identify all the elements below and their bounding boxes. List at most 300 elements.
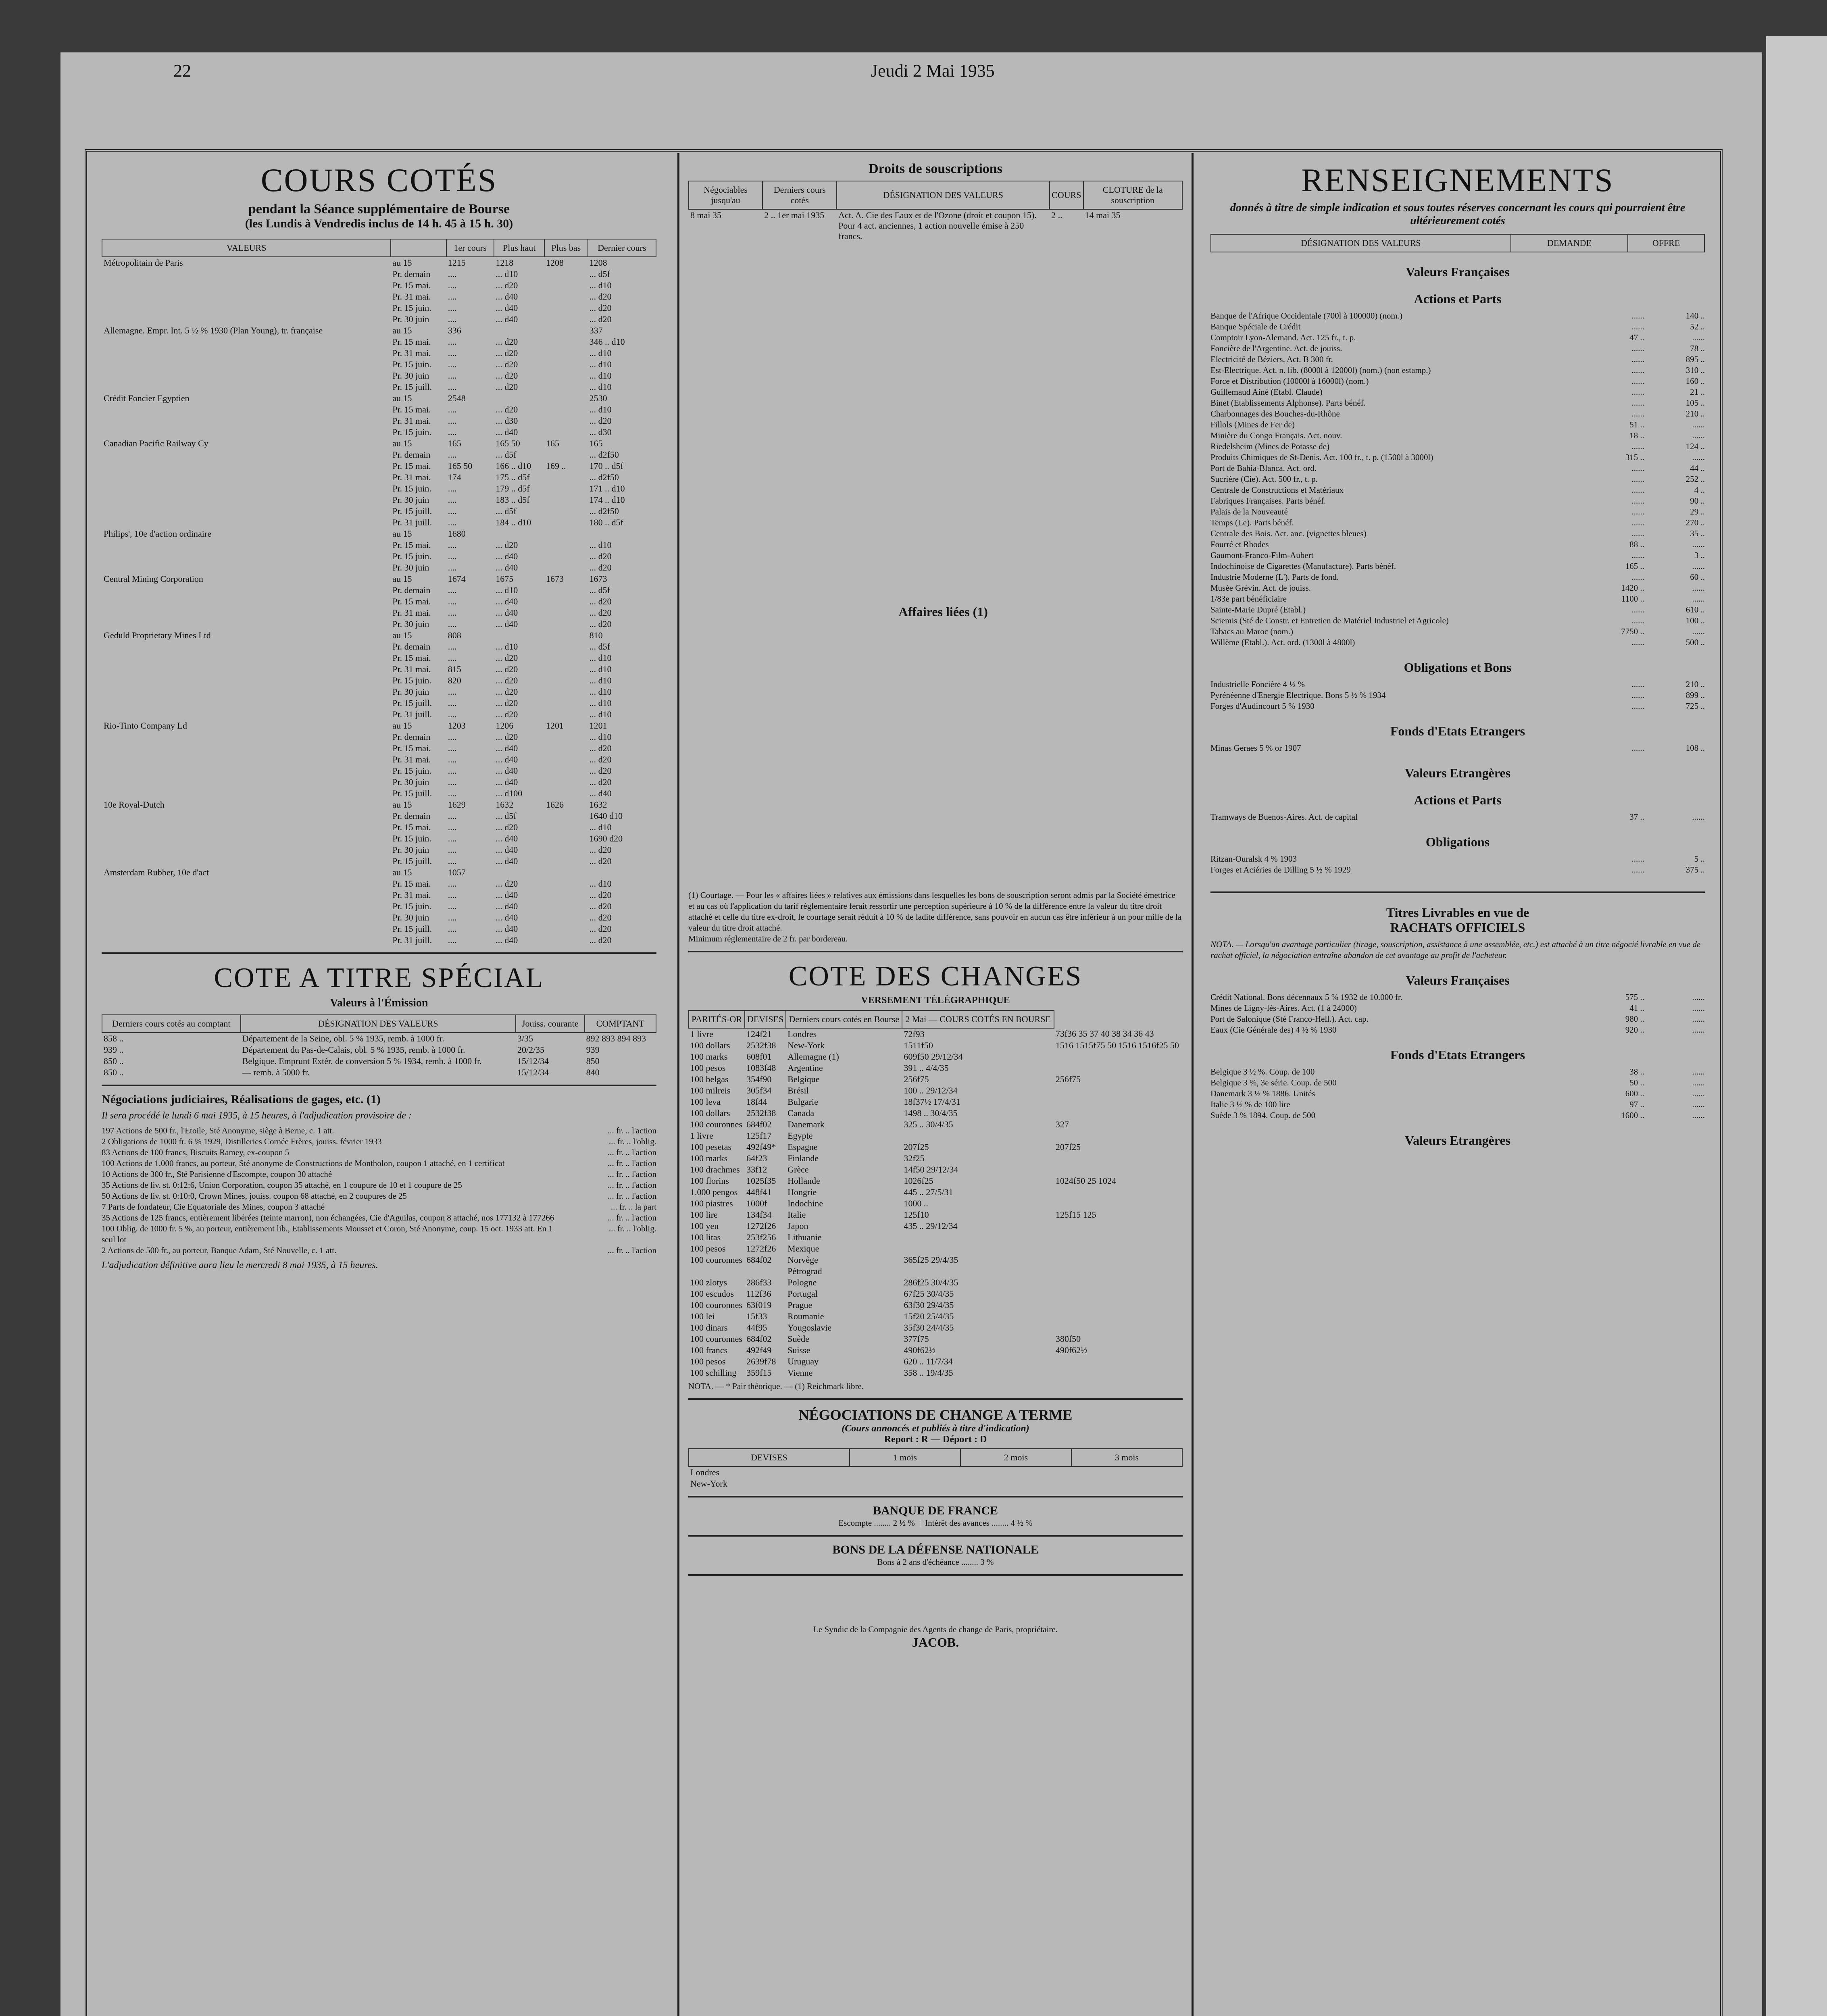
offre-value: 4 .. [1694,485,1705,495]
cell: au 15 [392,721,412,731]
cell: ... d40 [496,856,518,866]
cell: .... [448,754,457,764]
negociation-price: ... fr. .. l'action [607,1158,656,1168]
cours-row [102,302,656,314]
cell: 1.000 pengos [690,1187,738,1197]
renseignement-row [1210,496,1705,506]
demande-value: ...... [1631,311,1644,321]
cell: Londres [787,1029,817,1039]
cell: Pr. 31 mai. [392,416,431,426]
cell: Central Mining Corporation [104,574,203,584]
cell: Pr. 30 juin [392,912,429,923]
renseignement-row [1210,550,1705,561]
cell [544,856,588,867]
offre-value: ...... [1692,583,1705,593]
renseignement-row [1210,561,1705,572]
section-title: Valeurs Françaises [1406,973,1510,987]
renseignement-row [1210,310,1705,321]
cell: 492f49* [746,1142,776,1152]
cell: 100 escudos [690,1289,734,1299]
cell: Londres [690,1467,720,1477]
cell: au 15 [392,529,412,539]
cell: Pr. 15 juin. [392,483,431,494]
cell: .... [448,540,457,550]
offre-value: ...... [1692,539,1705,549]
cell: Pr. 30 juin [392,314,429,324]
cell [102,788,391,799]
cell [102,506,391,517]
cell: 1000 .. [904,1198,928,1208]
cell: ... d2f50 [589,450,619,460]
special-row [102,1056,656,1067]
cell: 1000f [746,1198,767,1208]
cell [544,562,588,573]
negociations-outro: L'adjudication définitive aura lieu le mercredi 8 mai 1935, à 15 heures. [102,1260,378,1270]
cell: .... [448,619,457,629]
cell: Vienne [787,1368,813,1378]
renseignement-row [1210,517,1705,528]
renseignement-row [1210,528,1705,539]
cell: ... d20 [589,935,612,945]
cell [588,528,656,539]
cell: .... [448,732,457,742]
cell: au 15 [392,630,412,640]
cell: 100 belgas [690,1074,729,1084]
cell: Portugal [787,1289,818,1299]
offre-value: 252 .. [1685,474,1705,484]
cell: 20/2/35 [517,1045,545,1055]
cell [102,348,391,359]
cell: 18f37½ 17/4/31 [904,1097,960,1107]
change-row [689,1367,1183,1379]
cell: Pr. 15 juill. [392,382,432,392]
cours-row [102,472,656,483]
offre-value: 108 .. [1685,743,1705,753]
cell: 325 .. 30/4/35 [904,1119,953,1129]
offre-value: ...... [1692,333,1705,342]
demande-value: ...... [1631,376,1644,386]
cell: 939 [586,1045,600,1055]
offre-value: 310 .. [1685,365,1705,375]
change-row [689,1254,1183,1266]
changes-title: COTE DES CHANGES [788,961,1083,992]
renseignement-row [1210,343,1705,354]
cell [1054,1311,1183,1322]
demande-value: ...... [1631,854,1644,864]
cours-row [102,777,656,788]
cell: 1632 [589,800,607,810]
cell: 100 lire [690,1210,718,1220]
cell [1054,1277,1183,1288]
cell [544,483,588,494]
negociation-price: ... fr. .. l'oblig. [608,1224,656,1233]
column-header: 3 mois [1071,1449,1182,1466]
cell: ... d10 [589,404,612,414]
valeur-name: Danemark 3 ½ % 1886. Unités [1210,1089,1315,1098]
cell: .... [448,404,457,414]
cell: Pr. 15 mai. [392,743,431,753]
rachats-title: Titres Livrables en vue de [1386,905,1529,920]
cours-row [102,652,656,664]
valeur-name: Forges et Aciéries de Dilling 5 ½ % 1929 [1210,865,1351,875]
cell: 1025f35 [746,1176,776,1186]
cours-cotes-title: COURS COTÉS [260,162,498,198]
valeur-name: Tabacs au Maroc (nom.) [1210,627,1293,636]
cours-row [102,404,656,415]
demande-value: 50 .. [1629,1078,1644,1087]
renseignement-row [1210,864,1705,875]
cell: Pr. 31 mai. [392,890,431,900]
cell: 253f256 [746,1232,776,1242]
cell [1054,1096,1183,1108]
cell: Argentine [787,1063,823,1073]
negociation-item [102,1147,656,1158]
cell [102,619,391,630]
offre-value: 160 .. [1685,376,1705,386]
cours-row [102,370,656,381]
cell [1054,1232,1183,1243]
section-title: Fonds d'Etats Etrangers [1390,1048,1525,1062]
cell [102,291,391,302]
droits-table [688,181,1183,887]
negociation-price: ... fr. .. l'oblig. [608,1137,656,1146]
cell [102,912,391,923]
section-title: Fonds d'Etats Etrangers [1390,724,1525,738]
cell: 1206 [496,721,514,731]
cell: 63f019 [746,1300,772,1310]
demande-value: 980 .. [1625,1014,1644,1024]
bons-title: BONS DE LA DÉFENSE NATIONALE [832,1543,1039,1556]
cell: 445 .. 27/5/31 [904,1187,953,1197]
cell: Pr. demain [392,641,431,652]
demande-value: 165 .. [1625,561,1644,571]
cell: ... d10 [589,687,612,697]
rachats-title2: RACHATS OFFICIELS [1390,920,1525,935]
offre-value: 105 .. [1685,398,1705,408]
cell: 327 [1055,1119,1069,1129]
renseignement-row [1210,594,1705,604]
cell: 850 .. [104,1067,124,1077]
cell [544,833,588,844]
cell: ... d40 [496,743,518,753]
section-subtitle: Obligations et Bons [1404,660,1512,675]
renseignement-row [1210,463,1705,474]
terme-title: NÉGOCIATIONS DE CHANGE A TERME [798,1407,1073,1423]
negociation-price: ... fr. .. l'action [607,1213,656,1223]
cell: .... [448,450,457,460]
cell: 174 .. d10 [589,495,625,505]
change-row [689,1322,1183,1333]
cell: Bulgarie [787,1097,818,1107]
change-row [689,1209,1183,1220]
cours-row [102,765,656,777]
offre-value: 500 .. [1685,637,1705,647]
cell [1054,1108,1183,1119]
cell: 100 couronnes [690,1334,742,1344]
valeur-name: Est-Electrique. Act. n. lib. (8000l à 12000l) (nom.) (non estamp.) [1210,365,1431,375]
cell: 892 893 894 893 [586,1033,646,1043]
cell: Pr. 31 juill. [392,517,432,527]
cell: Pr. 15 mai. [392,404,431,414]
cell: New-York [787,1040,825,1050]
valeur-name: Minas Geraes 5 % or 1907 [1210,743,1301,753]
cell [102,856,391,867]
offre-value: 44 .. [1690,463,1705,473]
demande-value: ...... [1631,743,1644,753]
cell: au 15 [392,438,412,448]
offre-value: 375 .. [1685,865,1705,875]
valeur-name: Sucrière (Cie). Act. 500 fr., t. p. [1210,474,1318,484]
page-number: 22 [173,61,191,81]
valeur-name: Banque Spéciale de Crédit [1210,322,1301,331]
cell [544,867,588,878]
cell: 100 pesos [690,1243,726,1254]
cell: Allemagne. Empr. Int. 5 ½ % 1930 (Plan Young), tr. française [104,325,323,335]
cell: Métropolitain de Paris [104,258,183,268]
cell: ... d10 [589,359,612,369]
cell: Roumanie [787,1311,824,1321]
cell: 1632 [496,800,514,810]
column-header: Derniers cours cotés [762,181,837,209]
cell: 286f25 30/4/35 [904,1277,958,1287]
change-row [689,1141,1183,1153]
valeur-name: Pyrénéenne d'Energie Electrique. Bons 5 ½ % 1934 [1210,690,1386,700]
cell: 435 .. 29/12/34 [904,1221,958,1231]
negociation-price: ... fr. .. la part [610,1202,656,1212]
cell [544,765,588,777]
offre-value: 35 .. [1690,529,1705,538]
cell [102,833,391,844]
droits-row: 8 mai 35 2 .. 1er mai 1935 Act. A. Cie des Eaux et de l'Ozone (droit et coupon 15). Pour 4 act. anciennes, 1 action nouvelle émise à 250 francs. Affaires liées (1) 2 .. 14 mai 35 [690,210,1121,619]
cell: ... d5f [589,585,610,595]
cell: ... d20 [589,901,612,911]
cell: 15/12/34 [517,1056,549,1066]
cell: ... d10 [589,653,612,663]
cours-row [102,607,656,619]
valeur-name: Foncière de l'Argentine. Act. de jouiss. [1210,344,1342,353]
renseignement-row [1210,474,1705,485]
change-row [689,1028,1183,1040]
offre-value: 140 .. [1685,311,1705,321]
cell: ... d20 [589,596,612,606]
negociations-title: Négociations judiciaires, Réalisations de gages, etc. (1) [102,1093,381,1106]
cell: ... d40 [496,619,518,629]
cell: ... d5f [589,641,610,652]
footer-syndic: Le Syndic de la Compagnie des Agents de change de Paris, propriétaire. [813,1624,1058,1634]
cell: Espagne [787,1142,818,1152]
offre-value: 210 .. [1685,409,1705,419]
renseignement-row [1210,604,1705,615]
column-header: DÉSIGNATION DES VALEURS [241,1015,516,1033]
special-row [102,1033,656,1044]
negociation-text: 35 Actions de 125 francs, entièrement libérées (teinte marron), non échangées, Cie d'Aguilas, coupon 8 attaché, nos 177132 à 177266 [102,1213,554,1223]
cell [544,709,588,720]
offre-value: ...... [1692,1003,1705,1013]
courtage-minimum: Minimum réglementaire de 2 fr. par bordereau. [688,934,848,943]
cell: ... d20 [589,777,612,787]
cell [102,686,391,698]
cell: 2532f38 [746,1040,776,1050]
cours-row [102,348,656,359]
negociation-price: ... fr. .. l'action [607,1148,656,1157]
cell: .... [448,709,457,719]
valeur-name: Port de Salonique (Sté Franco-Hell.). Act. cap. [1210,1014,1369,1024]
cell: ... d20 [589,608,612,618]
change-row [689,1288,1183,1300]
cell [544,585,588,596]
column-header: OFFRE [1628,234,1704,252]
cell: Pr. 15 juin. [392,427,431,437]
column-header: VALEURS [102,239,391,257]
cell: New-York [690,1479,727,1489]
cell [544,777,588,788]
cell: 15f33 [746,1311,767,1321]
cell [102,777,391,788]
cell: ... d20 [589,766,612,776]
cell: ... d10 [589,732,612,742]
cell: Pr. 31 mai. [392,608,431,618]
cell: Pr. demain [392,585,431,595]
cell: 112f36 [746,1289,771,1299]
cell: Pr. 15 juin. [392,551,431,561]
cell: .... [448,427,457,437]
cell: ... d20 [589,743,612,753]
cell: 100 milreis [690,1085,731,1095]
cell [544,731,588,743]
cell: Pr. 15 juin. [392,303,431,313]
cell [102,709,391,720]
change-row [689,1187,1183,1198]
negociation-item [102,1180,656,1191]
offre-value: 52 .. [1690,322,1705,331]
cell [102,336,391,348]
renseignements-sections [1210,264,1705,875]
demande-value: ...... [1631,616,1644,625]
renseignement-row [1210,992,1705,1003]
cell [544,449,588,460]
cell: 1 livre [690,1131,713,1141]
cell: 840 [586,1067,600,1077]
cell [102,427,391,438]
renseignement-row [1210,1110,1705,1121]
cell [102,404,391,415]
cell: ... d100 [496,788,523,798]
cell: au 15 [392,867,412,877]
renseignement-row [1210,398,1705,408]
cell: 174 [448,472,461,482]
cell: ... d40 [589,788,612,798]
cell: Pr. demain [392,450,431,460]
cell [960,1466,1071,1478]
column-header: DEMANDE [1511,234,1628,252]
affaires-liees: Affaires liées (1) [898,604,988,619]
cell: 1272f26 [746,1221,776,1231]
column-header: DÉSIGNATION DES VALEURS [1211,234,1511,252]
cell: 180 .. d5f [589,517,623,527]
demande-value: ...... [1631,474,1644,484]
cell [544,822,588,833]
demande-value: ...... [1631,354,1644,364]
cell [544,844,588,856]
cell: 32f25 [904,1153,925,1163]
cell: 100 pesos [690,1356,726,1366]
cell [102,607,391,619]
cours-row [102,460,656,472]
cell: Pr. 31 mai. [392,292,431,302]
cell [102,483,391,494]
change-row [689,1108,1183,1119]
cell [544,743,588,754]
cell: Pr. 30 juin [392,687,429,697]
cours-row [102,449,656,460]
cours-row [102,889,656,901]
valeur-name: Riedelsheim (Mines de Potasse de) [1210,442,1330,451]
cell: ... d5f [496,450,517,460]
cell: ... d40 [496,292,518,302]
cell: 170 .. d5f [589,461,623,471]
cell: Pr. 31 juill. [392,709,432,719]
demande-value: 41 .. [1629,1003,1644,1013]
cell: Yougoslavie [787,1322,832,1333]
cell: 2530 [589,393,607,403]
offre-value: 725 .. [1685,701,1705,711]
cell: 1057 [448,867,466,877]
cell [544,393,588,404]
cote-special-subtitle: Valeurs à l'Émission [330,997,428,1009]
offre-value: ...... [1692,561,1705,571]
cell: 15/12/34 [517,1067,549,1077]
cell: 305f34 [746,1085,772,1095]
cell [102,415,391,427]
cell [1054,1062,1183,1074]
cell: Finlande [787,1153,819,1163]
offre-value: 895 .. [1685,354,1705,364]
renseignement-row [1210,332,1705,343]
cell: 100 couronnes [690,1255,742,1265]
demande-value: 88 .. [1629,539,1644,549]
renseignement-row [1210,637,1705,648]
cell: .... [448,766,457,776]
negociation-item [102,1212,656,1223]
cell: Département de la Seine, obl. 5 % 1935, remb. à 1000 fr. [242,1033,444,1043]
cell: 684f02 [746,1334,772,1344]
cell: 100 dollars [690,1040,730,1050]
negociation-item [102,1169,656,1180]
droits-designation: Act. A. Cie des Eaux et de l'Ozone (droit et coupon 15). Pour 4 act. anciennes, 1 action nouvelle émise à 250 francs. [838,210,1037,241]
renseignement-row [1210,854,1705,864]
cell: ... d20 [589,856,612,866]
cell: 100 francs [690,1345,728,1355]
cours-row [102,856,656,867]
cell: 184 .. d10 [496,517,531,527]
cell: ... d10 [589,709,612,719]
cours-row [102,878,656,889]
cell: Brésil [787,1085,809,1095]
page-date: Jeudi 2 Mai 1935 [871,61,995,81]
renseignement-row [1210,572,1705,583]
cell: 1272f26 [746,1243,776,1254]
cell: 1690 d20 [589,833,623,843]
demande-value: ...... [1631,518,1644,527]
offre-value: ...... [1692,1100,1705,1109]
valeur-name: Willème (Etabl.). Act. ord. (1300l à 4800l) [1210,637,1355,647]
cell: Norvège [787,1255,818,1265]
cell: .... [448,506,457,516]
cell: 165 [448,438,461,448]
cell [102,517,391,528]
cell [544,607,588,619]
cell [102,370,391,381]
